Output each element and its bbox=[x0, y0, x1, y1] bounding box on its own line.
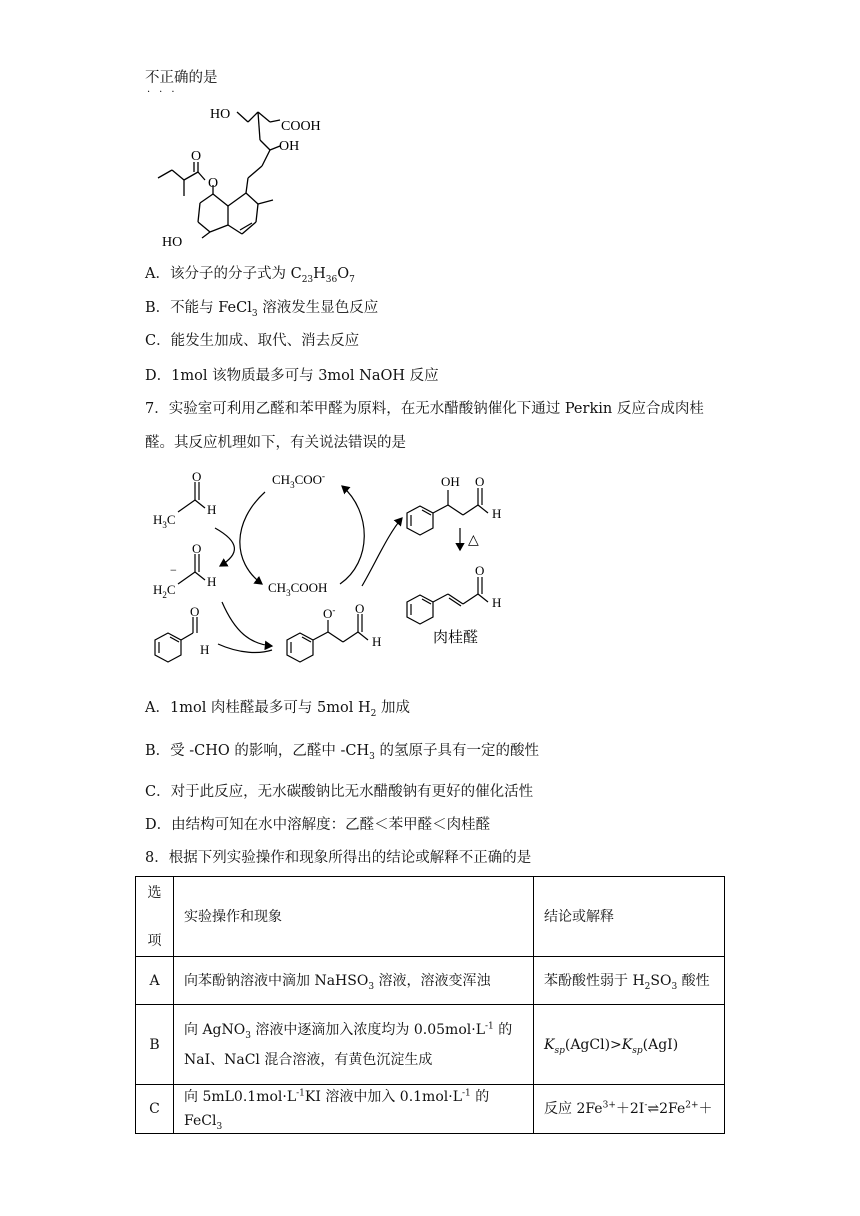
h-label-6: H bbox=[492, 595, 502, 610]
q7-option-d: D．由结构可知在水中溶解度：乙醛＜苯甲醛＜肉桂醛 bbox=[145, 817, 491, 833]
o-label-6: O bbox=[475, 563, 485, 578]
row-a-operation: 向苯酚钠溶液中滴加 NaHSO$_3$ 溶液，溶液变浑浊 bbox=[174, 957, 534, 1005]
q8-experiment-table bbox=[135, 876, 725, 1134]
oh-label: OH bbox=[279, 139, 300, 154]
q7-stem-line2: 醛。其反应机理如下，有关说法错误的是 bbox=[145, 435, 406, 451]
q7-option-b: B．受 -CHO 的影响，乙醛中 $-CH_3$ 的氢原子具有一定的酸性 bbox=[145, 743, 539, 762]
o-label-1: O bbox=[192, 469, 202, 484]
header-conclusion: 结论或解释 bbox=[534, 877, 725, 957]
emphasis-dots: ··· bbox=[147, 87, 184, 98]
row-c-operation: 向 $5mL0.1mol\cdot L^{-1}KI$ 溶液中加入 $0.1mol\cdot L^{-1}$ 的 FeCl$_3$ bbox=[174, 1085, 534, 1134]
q8-stem: 8．根据下列实验操作和现象所得出的结论或解释不正确的是 bbox=[145, 850, 532, 866]
ho-label-bottom: HO bbox=[162, 235, 183, 250]
h2c-label: $H_2C$ bbox=[153, 582, 176, 600]
cinnamaldehyde-label: 肉桂醛 bbox=[433, 630, 479, 646]
h-label-1: H bbox=[207, 502, 217, 517]
q7-stem-line1: 7．实验室可利用乙醛和苯甲醛为原料，在无水醋酸钠催化下通过 Perkin 反应合成肉桂 bbox=[145, 401, 704, 417]
carbonyl-o-label: O bbox=[191, 149, 202, 164]
alkoxide-label: O- bbox=[323, 605, 336, 621]
q6-option-c: C．能发生加成、取代、消去反应 bbox=[145, 333, 360, 349]
o-label-5: O bbox=[475, 474, 485, 489]
o-label-2: O bbox=[192, 541, 202, 556]
cooh-label: COOH bbox=[281, 119, 321, 134]
header-option: 选 项 bbox=[136, 877, 174, 957]
table-row bbox=[136, 1005, 725, 1085]
q6-option-a: A．该分子的分子式为 $C_{23}H_{36}O_7$ bbox=[145, 266, 355, 285]
table-row bbox=[136, 957, 725, 1005]
h-label-3: H bbox=[200, 642, 210, 657]
h3c-label: $H_3C$ bbox=[153, 512, 176, 530]
oh-label-diagram: OH bbox=[441, 474, 460, 489]
q6-molecule-structure bbox=[140, 100, 350, 255]
q6-option-d: D．1mol 该物质最多可与 3mol NaOH 反应 bbox=[145, 368, 439, 384]
acetic-acid-label: $CH_3COOH$ bbox=[268, 580, 328, 598]
row-a-conclusion: 苯酚酸性弱于 $H_2SO_3$ 酸性 bbox=[534, 957, 725, 1005]
heat-delta: △ bbox=[468, 533, 479, 548]
header-operation: 实验操作和现象 bbox=[174, 877, 534, 957]
perkin-mechanism-diagram bbox=[140, 462, 530, 682]
row-c-conclusion: 反应 $2Fe^{3+}+2I^-\rightleftharpoons 2Fe^{2+}+$ bbox=[534, 1085, 725, 1134]
row-option-b: B bbox=[136, 1005, 174, 1085]
ho-label-top: HO bbox=[210, 107, 231, 122]
h-label-2: H bbox=[207, 574, 217, 589]
h-label-4: H bbox=[372, 634, 382, 649]
q6-stem-end: 不正确的是 bbox=[145, 70, 218, 86]
q6-option-b: B．不能与 FeCl$_3$ 溶液发生显色反应 bbox=[145, 300, 379, 319]
table-header-row bbox=[136, 877, 725, 957]
row-option-a: A bbox=[136, 957, 174, 1005]
o-label-4: O bbox=[355, 601, 365, 616]
q7-option-a: A．1mol 肉桂醛最多可与 5mol $H_2$ 加成 bbox=[145, 700, 410, 719]
row-b-operation: 向 AgNO$_3$ 溶液中逐滴加入浓度均为 $0.05mol\cdot L^{-1}$ 的 NaI、NaCl 混合溶液，有黄色沉淀生成 bbox=[174, 1005, 534, 1085]
row-option-c: C bbox=[136, 1085, 174, 1134]
carbanion-minus: − bbox=[170, 563, 177, 577]
q7-option-c: C．对于此反应，无水碳酸钠比无水醋酸钠有更好的催化活性 bbox=[145, 784, 534, 800]
row-b-conclusion: $K_{sp}(AgCl)>K_{sp}(AgI)$ bbox=[534, 1005, 725, 1085]
o-label-3: O bbox=[190, 604, 200, 619]
table-row bbox=[136, 1085, 725, 1134]
h-label-5: H bbox=[492, 506, 502, 521]
acetate-label: $CH_3COO^-$ bbox=[272, 471, 326, 490]
ester-o-label: O bbox=[208, 176, 219, 191]
